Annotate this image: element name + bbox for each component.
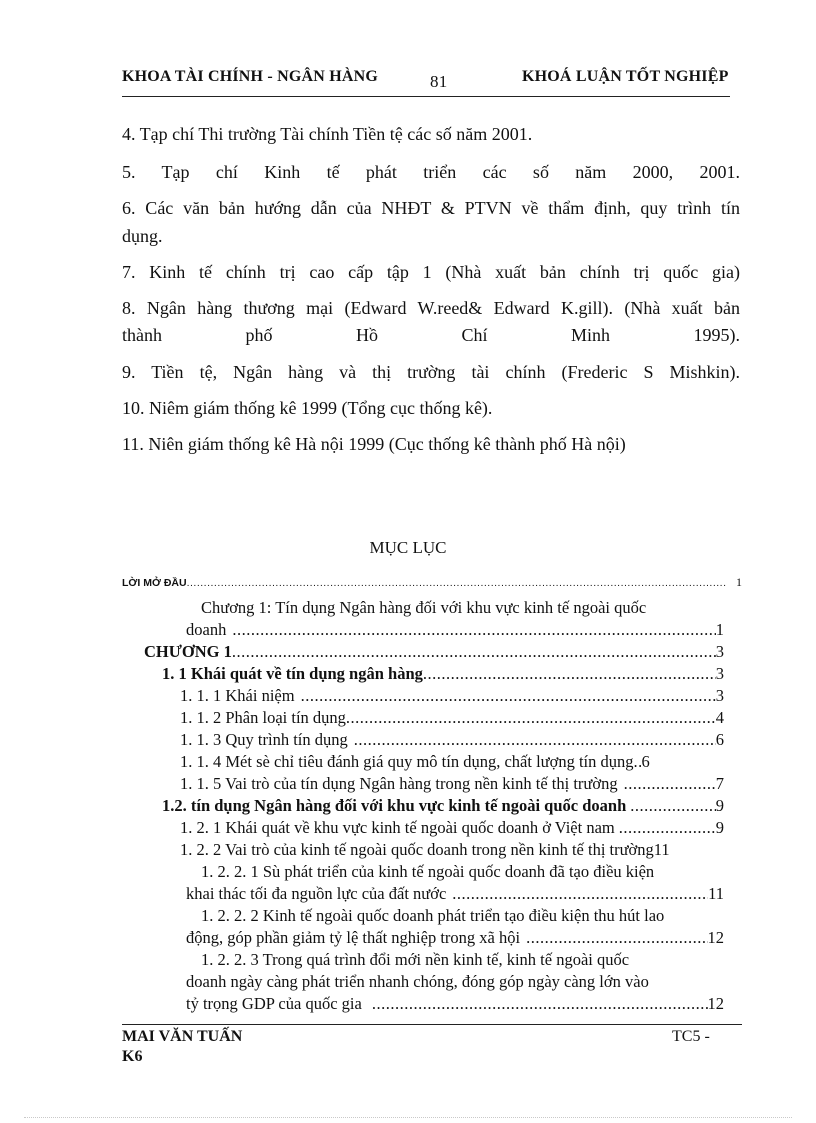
toc-entry-text: doanh ngày càng phát triển nhanh chóng, đóng góp ngày càng lớn vào xyxy=(186,972,649,991)
toc-entry-text: 1.2. tín dụng Ngân hàng đối với khu vực kinh tế ngoài quốc doanh xyxy=(162,796,627,815)
toc-entry-text: LỜI MỞ ĐẦU xyxy=(122,577,187,589)
toc-entry-text: 1. 1. 2 Phân loại tín dụng xyxy=(180,708,346,727)
reference-item: 8. Ngân hàng thương mại (Edward W.reed& Edward K.gill). (Nhà xuất bản xyxy=(122,298,740,318)
toc-entry-page: 4 xyxy=(715,708,724,727)
toc-entry-text: động, góp phần giảm tỷ lệ thất nghiệp trong xã hội xyxy=(186,928,521,947)
toc-entry[interactable] xyxy=(201,949,741,971)
toc-entry[interactable] xyxy=(201,597,741,619)
footer-author-class: K6 xyxy=(122,1048,143,1065)
toc-entry-text: tỷ trọng GDP của quốc gia xyxy=(186,994,362,1013)
toc-entry-text: 1. 1. 5 Vai trò của tín dụng Ngân hàng trong nền kinh tế thị trường xyxy=(180,774,618,793)
toc-entry-text: 1. 1. 3 Quy trình tín dụng xyxy=(180,730,348,749)
toc-entry-page: 1 xyxy=(715,620,724,639)
toc-entry-page: 3 xyxy=(715,686,724,705)
reference-item: 9. Tiền tệ, Ngân hàng và thị trường tài chính (Frederic S Mishkin). xyxy=(122,362,740,382)
toc-entry[interactable] xyxy=(180,817,724,839)
toc-leader xyxy=(520,927,707,949)
toc-entry-text: 1. 2. 1 Khái quát về khu vực kinh tế ngoài quốc doanh ở Việt nam xyxy=(180,818,615,837)
footer-class: TC5 - xyxy=(672,1028,710,1045)
toc-entry-page: 3 xyxy=(715,664,724,683)
toc-entry-page: 7 xyxy=(715,774,724,793)
reference-item: 4. Tạp chí Thi trường Tài chính Tiền tệ các số năm 2001. xyxy=(122,124,533,144)
toc-entry[interactable] xyxy=(180,839,760,861)
toc-entry[interactable] xyxy=(122,571,742,594)
reference-item: 5. Tạp chí Kinh tế phát triển các số năm 2000, 2001. xyxy=(122,162,740,182)
reference-item: 7. Kinh tế chính trị cao cấp tập 1 (Nhà xuất bản chính trị quốc gia) xyxy=(122,262,740,282)
reference-item: 11. Niên giám thống kê Hà nội 1999 (Cục thống kê thành phố Hà nội) xyxy=(122,434,626,454)
toc-entry[interactable] xyxy=(180,751,724,773)
toc-entry[interactable] xyxy=(201,905,741,927)
toc-entry-text: CHƯƠNG 1 xyxy=(144,642,232,661)
toc-entry-page: 11 xyxy=(708,884,724,903)
toc-entry-text: 1. 1. 4 Mét sè chỉ tiêu đánh giá quy mô tín dụng, chất lượng tín dụng xyxy=(180,752,634,771)
header-rule xyxy=(122,96,730,97)
toc-entry[interactable] xyxy=(144,641,724,663)
toc-entry[interactable] xyxy=(180,729,724,751)
reference-item: dụng. xyxy=(122,226,163,246)
toc-leader xyxy=(348,729,716,751)
toc-title: MỤC LỤC xyxy=(369,538,447,557)
header-left: KHOA TÀI CHÍNH - NGÂN HÀNG xyxy=(122,68,379,85)
header-right: KHOÁ LUẬN TỐT NGHIỆP xyxy=(522,68,729,85)
reference-item: thành phố Hồ Chí Minh 1995). xyxy=(122,325,740,345)
toc-entry[interactable] xyxy=(162,795,724,817)
toc-leader xyxy=(232,641,716,663)
toc-leader xyxy=(615,817,716,839)
toc-entry-text: 1. 2. 2. 3 Trong quá trình đổi mới nền kinh tế, kinh tế ngoài quốc xyxy=(201,950,630,969)
toc-entry[interactable] xyxy=(162,663,724,685)
toc-leader xyxy=(626,795,716,817)
toc-entry[interactable] xyxy=(186,993,724,1015)
toc-entry-page: 9 xyxy=(715,796,724,815)
toc-entry-text: 1. 2. 2. 1 Sù phát triển của kinh tế ngoài quốc doanh đã tạo điều kiện xyxy=(201,862,655,881)
toc-entry-text: khai thác tối đa nguồn lực của đất nước xyxy=(186,884,447,903)
toc-leader xyxy=(362,993,708,1015)
toc-entry-page: 12 xyxy=(707,928,724,947)
toc-entry-page: 1 xyxy=(736,575,742,589)
toc-leader xyxy=(446,883,708,905)
toc-entry-text: 1. 2. 2 Vai trò của kinh tế ngoài quốc doanh trong nền kinh tế thị trường11 xyxy=(180,840,670,859)
toc-entry-page: 6 xyxy=(715,730,724,749)
toc-entry-page: 12 xyxy=(707,994,724,1013)
toc-leader xyxy=(295,685,716,707)
toc-entry[interactable] xyxy=(186,971,742,993)
toc-entry-text: 1. 1 Khái quát về tín dụng ngân hàng xyxy=(162,664,423,683)
toc-entry[interactable] xyxy=(180,707,724,729)
toc-leader xyxy=(226,619,715,641)
toc-entry[interactable] xyxy=(186,883,724,905)
page-number: 81 xyxy=(430,72,448,91)
toc-entry-page: 3 xyxy=(715,642,724,661)
toc-entry-text: Chương 1: Tín dụng Ngân hàng đối với khu vực kinh tế ngoài quốc xyxy=(201,598,647,617)
toc-leader xyxy=(187,572,726,594)
reference-item: 10. Niêm giám thống kê 1999 (Tổng cục thống kê). xyxy=(122,398,493,418)
toc-leader xyxy=(633,751,641,773)
page-edge-divider xyxy=(24,1117,792,1118)
toc-entry-text: 1. 2. 2. 2 Kinh tế ngoài quốc doanh phát triển tạo điều kiện thu hút lao xyxy=(201,906,665,925)
toc-entry[interactable] xyxy=(186,619,724,641)
toc-entry[interactable] xyxy=(180,685,724,707)
footer-author: MAI VĂN TUẤN xyxy=(122,1028,243,1045)
toc-entry[interactable] xyxy=(186,927,724,949)
toc-entry-page: 9 xyxy=(715,818,724,837)
toc-entry-text: doanh xyxy=(186,620,227,639)
toc-entry-page: 6 xyxy=(641,752,650,771)
footer-rule xyxy=(122,1024,742,1025)
toc-leader xyxy=(346,707,716,729)
toc-entry[interactable] xyxy=(201,861,741,883)
toc-leader xyxy=(618,773,716,795)
reference-item: 6. Các văn bản hướng dẫn của NHĐT & PTVN về thẩm định, quy trình tín xyxy=(122,198,740,218)
toc-leader xyxy=(423,663,716,685)
toc-entry[interactable] xyxy=(180,773,724,795)
toc-entry-text: 1. 1. 1 Khái niệm xyxy=(180,686,295,705)
